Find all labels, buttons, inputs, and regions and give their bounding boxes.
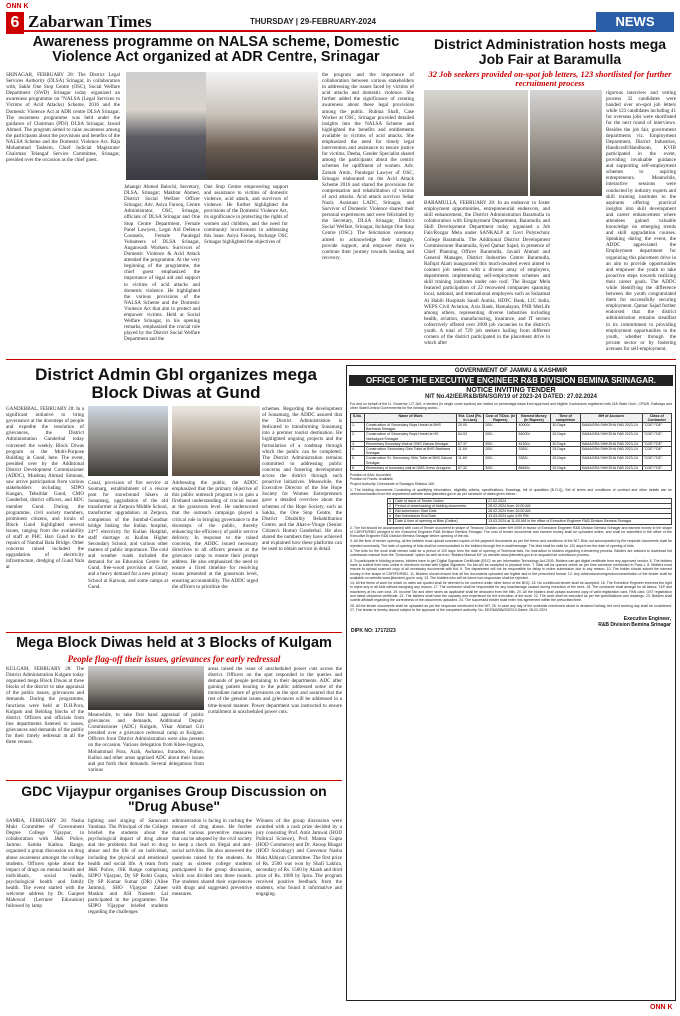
notice-para7: 25. All the tender documents shall be uploaded as per the sequence mentioned in the NIT. 26. In case any day of the schedule mentioned above is declared holiday, the next working day shall be considered. 27. The tender is hereby issued subject to the approval of the competent authority. No. EE/R&B/BN/SGR/19 Dated: 28-02-2024 xyxy=(350,603,672,612)
notice-para5: 5. To participate in bidding process, bidders have to get 'Digital Signature Certificate (DSC)' as per Information Technology Act-2000. Bidders can get digital certificate from any approved vendor. 6. The bidders have to submit their bids online in electronic format with Digital Signature. No bid will be accepted in physical form. 7. Bids will be opened online as per time schedule mentioned in Para-1. 8. Bidders must ensure to upload scanned copy of all necessary documents with bid. 9. The department will not be responsible for delay in online submission due to any reason. 10. The bidder should submit the earnest money in the shape of CDR/FDR/BG. 11. Bidders should ensure that all the documents uploaded are legible and in the prescribed format. 12. Any addendum/corrigendum/cancellation of the tender shall be available on website www.jktenders.gov.in only. 13. The bidders who will be found non-responsive shall be rejected. xyxy=(350,558,672,580)
story2-photo-left xyxy=(424,90,528,196)
notice-dipk: DIPK NO: 17172/23 xyxy=(351,628,396,635)
story3-col2: Canal, provision of fire service at Soumarg, establishment of a rescue post for snowbound hikers at Sonamarg, upgradation of the old transformer at Zerpora Middle School, transformer upgradation at Zerpora, completion of the Sumbal-Gundnar bridge linking the Indian hospital, 24*7 electricity for Kullan Hospital, staff shortage at Kullan Higher Secondary School, and various other matters of public importance. The cold and weather roads included the demand for an Education Centre for Gund, free-wood provision at Gund, and a heavy demand for a new primary School at Karwan, and some camps at Gund. xyxy=(88,480,168,590)
schedule-row xyxy=(388,519,672,524)
works-table-cell: "CDE"/"DE" xyxy=(642,447,671,456)
notice-govt: GOVERNMENT OF JAMMU & KASHMIR xyxy=(454,368,568,374)
masthead-logo-small: ONN K xyxy=(6,3,29,10)
works-table-cell: 1. xyxy=(351,423,365,432)
works-table-cell: 200/- xyxy=(484,423,517,432)
works-table-cell: Construction Secondary Girls Toilet at BHS Barthana Srinagar. xyxy=(365,447,457,456)
works-table-cell: 300/- xyxy=(484,441,517,446)
schedule-cell: 2 xyxy=(388,503,394,508)
schedule-cell: 1 xyxy=(388,498,394,503)
col-name: Name of Work xyxy=(365,413,457,422)
works-table-cell: 86645/- xyxy=(517,465,551,470)
schedule-cell: Date & time of opening of Bids (Online) xyxy=(394,519,487,524)
story4-photo xyxy=(88,666,204,710)
story4-col1: KULGAM, FEBRUARY 28: The District Administration Kulgam today organised mega Block Diwas at three blocks of the district to take appraisal of the public issues, grievances and demands. During the programme, functions were held at D.H.Pora, Kulgam and Behibag blocks of the district. Officers and officials from line departments listened to issues, grievances and demands of the public for their timely redressal at all the three venues. xyxy=(6,666,84,746)
story3-headline: District Admin Gbl organizes mega Block Diwas at Gund xyxy=(35,365,317,402)
notice-nit-no: NIT No.42/EE/R&B/BN/SGR/19 of 2023-24 DATED: 27.02.2024 xyxy=(425,394,597,400)
story2-col1: BARAMULLA, FEBRUARY 28: In an endeavor to foster employment opportunities, entrepreneurial endeavors, and skill enhancement, the District Administration Baramulla in collaboration with Employment Department, Baramulla and Skill Development Department today organised a Job Fair/Rozgar Mela under SANKALP at Govt Polytechnic College Baramulla. The Additional District Development Commissioner Baramulla, Syed Qamar Sajad, in presence of Chief Planning Officer Baramulla, Javaid Ahmad and General Manager, District Industries Centre Baramulla, Rafiqat Alam inaugurated this much-awaited event aimed to connect job seekers with a diverse array of employers, departments implementing self-employment schemes and skill training institutes under one roof. The Rozgar Mela featured participation of 22 renowned companies spanning local, national, and international employers such as Sulzamat Al Habib Hospitals Saudi Arabia, HDFC Bank, LIC India, WEPS Civil Aviation, Axis Bank, Hamalayan, PNB MetLife among others, representing diverse industries including health, aviation, manufacturing, insurance, and IT sectors collectively offered over 2000 job vacancies to the district's youth. A total of 729 job seekers hailing from different corners of the district participated in the placement drive in which after xyxy=(424,200,550,347)
works-table-cell: 67.32 xyxy=(457,465,484,470)
works-table-cell: SAMAGRA SHIKSHA FAB 2023-24 xyxy=(580,441,642,446)
works-table-cell: Construction Sr. Secondary Girls Toilet at BHS Zakura Srinagar. xyxy=(365,456,457,465)
works-table-cell: 40000/- xyxy=(517,423,551,432)
story1-col2: Jahangir Ahmed Balochi, Secretary, DLSA, Srinagar; Makhtar Ahmed, District Social Welfare Officer Srinagar; Adv. Asiya Farooq, Centre Administrator, OSC, Srinagar, officials of DLSA Srinagar and One Stop Centre Department, Female Panel Lawyers, Legal Aid Defence Counsels, Female Paralegal Volunteers of DLSA Srinagar, Anganwadi Workers. Survivors of Domestic Violence & Acid Attack attended the programme. At the very beginning of the programme, the chief guest emphasized the importance of legal aid and support to victims of acid attacks and domestic violence. He highlighted the various provisions of the NALSA Scheme and the Domestic Violence Act that aim to protect and empower victims. Held at Social Welfare Srinagar, in his opening remarks, emphasized the crucial role played by the District Social Welfare Department and the xyxy=(124,184,200,343)
story1-photo-main xyxy=(206,72,318,180)
story1-col4: One Stop Centre empowering support and assistance to victims of domestic violence, acid attack, and survivors of violence. He further highlighted the provisions of the Domestic Violence Act, its significance in protecting the rights of women and children, and the need for community involvement in addressing this issue. Asiya Farooq, Incharge OSC Srinagar highlighted the objectives of xyxy=(204,184,288,245)
story2-col2-b xyxy=(554,200,602,354)
story1-col1: SRINAGAR, FEBRUARY 28: The District Legal Services Authority (DLSA) Srinagar, in collaboration with, Sakhi One Stop Centre (OSC), Social Welfare Department (SWD) Srinagar today organized an awareness programme on "NALSA (Legal Services to Victims of Acid Attacks) Scheme, 2016 and the Domestic Violence Act at ADR centre DLSA Srinagar. The awareness programme was held under the guidance of Chairman (PDJ) DLSA Srinagar, Jawad Ahmed. The program aimed to raise awareness among the participants about the provisions and benefits of the NALSA Scheme and the Domestic Violence Act. Raja Mohammad Tasleem, Chief Judicial Magistrate/ Chairman Telangaf Service Committee, Srinagar, presided over the occasion as the chief guest. xyxy=(6,72,120,164)
col-time: Time of completion xyxy=(551,413,580,422)
works-table-cell: 30 Days xyxy=(551,423,580,432)
schedule-cell: 28.02.2024 from 10:00 AM xyxy=(487,508,672,513)
works-table-cell: SAMAGRA SHIKSHA FAB 2023-24 xyxy=(580,456,642,465)
works-table-cell: 25 Days xyxy=(551,447,580,456)
works-table-cell: 3383/- xyxy=(517,447,551,456)
divider-top xyxy=(6,359,676,360)
schedule-cell: Bid submission Start Date xyxy=(394,508,487,513)
works-table-cell: SAMAGRA SHIKSHA FAB 2023-24 xyxy=(580,423,642,432)
schedule-table xyxy=(387,498,672,525)
notice-title: NOTICE INVITING TENDER xyxy=(466,387,556,394)
story2-headline: District Administration hosts mega Job Fair at Baramulla xyxy=(433,36,667,67)
schedule-cell: Bid Submission End Date xyxy=(394,514,487,519)
story3-col3: Addressing the public, the ADDC emphasized that the primary objective of this public outreach program is to gain a firsthand understanding of crucial issues at the grassroots level. He underscored that the outreach campaign played a critical role in bringing governance to the doorsteps of the public, thereby enhancing the efficiency of public service delivery. In response to the raised concerns, the ADDC issued necessary directives to all officers present at the grievance camp to ensure their prompt address. He also emphasized the need to ensure a fixed timeline for resolving issues presented at the grassroots level, ensuring accountability. The ADDC urged the officers to prioritize the xyxy=(172,480,258,590)
works-table-row xyxy=(351,432,672,441)
notice-intro: For and on behalf of the Lt. Governor, UT J&K, e-tenders (in single cover system) are invited on percentage basis from approved and eligible Contractors registered with J&K State Govt., CPWD, Railways and other State/Central Governments for the following works:- xyxy=(350,402,672,411)
works-table-cell: "CDE"/"DE" xyxy=(642,465,671,470)
divider-mid xyxy=(6,632,342,633)
works-table-cell: SAMAGRA SHIKSHA FAB 2023-24 xyxy=(580,447,642,456)
works-table-cell: 67.37 xyxy=(457,441,484,446)
schedule-cell: 28.02.2024 from 10:00 AM xyxy=(487,503,672,508)
works-table-cell: 4. xyxy=(351,447,365,456)
works-table-cell: Construction of Secondary Boys Hostel at HS Narbalguni Srinagar. xyxy=(365,432,457,441)
story4-col2: Meanwhile, to take first hand appraisal of public grievances and demands, Additional Deputy Commissioner (ADC) Kulgam, Vikar Ahmad Giri presided over a grievance redressal camp at Kulgam. Officers from District Administration were also present on the occasion. Various delegation from Khee-Jogpora, Mohammad Pora, Arah, Awhatoo, Iraradoo, Palloo, Kalloo and other areas apprised ADC about their issues and put forth their demands. Several delegations from various xyxy=(88,712,204,773)
story4-col3: areas raised the issue of unscheduled power cuts across the district. Officers on the spot responded to the queries and demands of people pertaining to their departments. ADC after gaining patient hearing to the public addressed some of the immediate nature of grievances on the spot and assured that the rest of the genuine issues and grievances will be addressed in a time-bound manner. Power department was instructed to ensure curtailment in unscheduled power cuts. xyxy=(208,666,342,715)
schedule-cell: 4 xyxy=(388,514,394,519)
works-table xyxy=(350,413,672,471)
schedule-cell: 13.03.2024 upto 4:00 PM xyxy=(487,514,672,519)
notice-signature-1: Executive Engineer, xyxy=(623,616,671,623)
works-table-cell: SAMAGRA SHIKSHA FAB 2023-24 xyxy=(580,465,642,470)
works-table-cell: "CDE"/"DE" xyxy=(642,432,671,441)
story4-subheading: People flag-off their issues, grievances for early redressal xyxy=(67,654,281,664)
schedule-cell: 3 xyxy=(388,508,394,513)
works-table-cell: 20.00 xyxy=(457,423,484,432)
divider-lower xyxy=(6,780,342,781)
works-table-cell: 200/- xyxy=(484,432,517,441)
footer-logo: ONN K xyxy=(650,1004,673,1011)
story5-col3: administration is facing in curbing the menace of drug abuse. He further shared various preventive measures that can be adopted by the civil society to keep a check on illegal and anti-social activities. He also answered the questions raised by the students. As many as sixteen college students participated in the group discussion, which was divided into three rounds. The students shared their experiences with drugs and suggested preventive measures. xyxy=(172,818,252,898)
notice-para3: 3. All the time of tender opening, all the bidders must upload scanned copies of the payment documents as per the terms and conditions of the NIT. Bids not accompanied by the requisite documents shall be rejected summarily. The date of opening of bids shall be communicated to the bidders through the e-mail/message. The bids shall be valid for 120 days from the date of opening of bids. xyxy=(350,539,672,548)
col-mh: MH of Account xyxy=(580,413,642,422)
works-table-cell: 3383/- xyxy=(517,456,551,465)
works-table-cell: 64000/- xyxy=(517,432,551,441)
story5-col1: SAMBA, FEBRUARY 28: Nasha Mukt Committee of Government Degree College Vijaypur, in collaboration with J&K Police, Jammu Samba Kathua Range, organized a group discussion on drug abuse awareness amongst the college students. Officers spoke about the impact of drugs on mental health and individuals, social health, psychological health and family health. The event started with the welcome address by Dr. Ganjeet Mahowal (Lecturer Education) followed by lamp xyxy=(6,818,84,910)
works-table-cell: 30 Days xyxy=(551,465,580,470)
works-table-cell: Construction of Secondary Boys Hostel at BHS Barthana Srinagar. xyxy=(365,423,457,432)
works-table-cell: 30 Days xyxy=(551,432,580,441)
works-table-cell: 6. xyxy=(351,465,365,470)
works-table-row xyxy=(351,456,672,465)
works-table-cell: SAMAGRA SHIKSHA FAB 2023-24 xyxy=(580,432,642,441)
works-table-header xyxy=(351,413,672,422)
works-table-cell: 3. xyxy=(351,441,365,446)
story1-photo-banner xyxy=(126,72,206,180)
notice-position: Position of AAA: Accorded Position of Funds: Available Project Authority: Directorate of Samagra Shiksha J&K. xyxy=(350,473,436,486)
works-table-cell: Elementary Boundary Wall at GMS Zakura Srinagar. xyxy=(365,441,457,446)
story4-headline: Mega Block Diwas held at 3 Blocks of Kulgam xyxy=(16,635,332,651)
col-tdoc: Cost of T/Doc. (In Rupees) xyxy=(485,413,516,422)
notice-para4: 4. The bids for the work shall remain valid for a period of 120 days from the date of opening of Technical bids. No Instruction to bidders regarding e-tendering process. Bidders are advised to download bid submission manual from the "Downloads" option as well as from "Bidders Manual Kit" on website www.jktenders.gov.in to acquaint bid submission process. xyxy=(350,549,672,558)
schedule-cell: 5 xyxy=(388,519,394,524)
story2-photo-right xyxy=(530,90,602,196)
works-table-cell: "CDE"/"DE" xyxy=(642,456,671,465)
story5-headline: GDC Vijaypur organises Group Discussion on "Drug Abuse" xyxy=(21,783,327,814)
notice-office: OFFICE OF THE EXECUTIVE ENGINEER R&B DIVISION BEMINA SRINAGAR. xyxy=(349,375,673,386)
story2-subheading: 32 Job seekers provided on-spot job letters, 123 shortlisted for further recruitment process xyxy=(428,69,672,88)
paper-name: Zabarwan Times xyxy=(28,12,152,31)
works-table-cell: 11.69 xyxy=(457,447,484,456)
story5-col4: Winners of the group discussion were awarded with a cash prize decided by a jury consisting Prof. Amit Jamwal (HOD Political Science), Prof. Mamta Gupta (HOD Commerce) and Dr. Anoop Bhagat (HOD Sociology) and Convenor Nasha Mukt Abhiyan Committee. The first prize of Rs. 2500 was won by Shafi Lakhra, secondary of Rs. 1500 by Akash and third prize of Rs. 1000 by Ipira. The program received positive feedback from the students, who found it informative and engaging. xyxy=(256,818,342,898)
works-table-cell: 81300/- xyxy=(517,441,551,446)
works-table-row xyxy=(351,465,672,470)
schedule-cell: 13.03.2024 at 11:00 AM in the office of Executive Engineer R&B Division Bemina Srinagar. xyxy=(487,519,672,524)
works-table-cell: Elementary of boundary wall at GMS Grevu Anugund xyxy=(365,465,457,470)
works-table-cell: 200/- xyxy=(484,447,517,456)
notice-signature-2: R&B Division Bemina Srinagar xyxy=(598,622,671,629)
works-table-cell: 64.53 xyxy=(457,432,484,441)
col-earnest: Earnest Money (In Rupees) xyxy=(517,413,551,422)
story5-col2: lighting and singing of Saraswati Vandana. The Principal of the College briefed the students about the psychological impact of drug abuse and the problems that lead to drug abuse and the life of an individual, including the physical and emotional health and social life. A team from J&K Police, JSK Range comprising SDPO Vijaypur, Dy SP Rohit Gupta, Dy SP Kumar Sumar (DR) (Ailee Jammu), SHO Vijaypur Zaheer Maskin and ASI Nazeem Lal participated in the programme. The SDPO Vijaypur briefed students regarding the challenges xyxy=(88,818,168,916)
page-number: 6 xyxy=(6,12,24,34)
col-class: Class of Contractor xyxy=(642,413,671,422)
works-table-row xyxy=(351,447,672,456)
story3-col1: GANDERBAL, FEBRUARY 28: In a significant initiative to bring governance at the doorsteps of people and expedite the resolution of grievances, the District Administration Ganderbal today convened the weekly Block Diwas program at the Multi-Purpose Building in Gund, here. The event, presided over by the Additional District Development Commissioner (ADDC), Mushtaq Ahmad Simnani, saw active participation from various stakeholders including SDPO Kangan, Tehsildar Gund, CMO Ganderbal, district officers, and BDC member Gund. During the programme, civil society members, prominent citizens, and locals of Block Gund highlighted several issues, ranging from the availability of staff at PHC Hari Gund to the repairs of Nambal Bala Bridge. Other concerns raised included the upgradation of electricity infrastructure, dredging of Gund Nala at xyxy=(6,406,84,571)
works-table-cell: 5. xyxy=(351,456,365,465)
works-table-cell: 25 Days xyxy=(551,456,580,465)
schedule-cell: Period of downloading of bidding documents xyxy=(394,503,487,508)
story3-photo-right xyxy=(172,406,260,476)
story1-col3-b: the program and the importance of collaboration between various stakeholders in addressing the issues faced by victims of acid attacks and domestic violence. She further added the significance of creating awareness about these legal provisions among the public. Rubina Shafi, Case Worker at OSC, Srinagar provided detailed insights into the NALSA Scheme and highlighted the benefits and entitlements available to victims of acid attacks. She emphasized the need for timely legal intervention and assistance to ensure justice for victims. Deeba, Gender Specialist shared among the participants about the centric schemes for upliftment of women. Adv. Zainab Amin, Paralegal Lawyer of OSC, Srinagar elaborated on the Acid Attack Scheme 2016 and shared the provisions for compensation and rehabilitation of victims of acid attacks. Acid attack survivor Sehar Nazir, Assistant LADC, Srinagar, and Survivor of Domestic Violence shared their personal experiences and were felicitated by the Secretary, DLSA Srinagar, District Social Welfare, Srinagar, Incharge One Stop Centre (OSC). The felicitation ceremony aimed to acknowledge their struggle, provide support, and empower them to continue their journey towards healing and recovery. xyxy=(322,72,414,261)
works-table-cell: 300/- xyxy=(484,465,517,470)
story3-photo-left xyxy=(88,406,168,476)
col-est: Est. Cost (Rs. in Lacs) xyxy=(458,413,482,422)
schedule-cell: Date of Issue of Tender Notice xyxy=(394,498,487,503)
works-table-cell: 11.69 xyxy=(457,456,484,465)
story3-col4: schemes. Regarding the development of Sonamarg, the ADDC assured that the District Administration is dedicated to transforming Sonamarg into a premier tourist destination. He highlighted ongoing projects and the formulation of a roadmap through which the public can be completed. The District Administration remains committed to addressing public concerns and fostering development across the district through such proactive initiatives. Meanwhile, the Executive Director of the She Hope Society for Women Entrepreneurs gave a detailed overview about the schemes of the Hope Society, such as Sakha, the One Stop Centre, the District Disability Rehabilitation Centre, and the Ahat-e-Virage (Senior Citizen's Home) Ganderbal. He also shared the numbers they have achieved and explained how these platforms can be used to obtain service in detail. xyxy=(262,406,342,553)
story1-headline: Awareness programme on NALSA scheme, Domestic Violence Act organized at ADR Centre, Srinagar xyxy=(32,34,400,66)
works-table-row xyxy=(351,423,672,432)
works-table-cell: 200/- xyxy=(484,456,517,465)
schedule-cell: 27.02.2024 xyxy=(487,498,672,503)
col-sno: S.No. xyxy=(351,413,365,422)
notice-para6: 14. All the items of work for which no rates are quoted shall be deemed to be covered under other items of the BOQ. 15. No conditional tender shall be accepted. 16. The Executive Engineer reserves the right to reject any or all bids without assigning any reason. 17. The contractor shall be responsible for any loss/damage caused during execution of the work. 18. The contractor shall arrange for all labour, T&P and machinery at his own cost. 19. Income Tax and other taxes as applicable shall be deducted from the bills. 20. All the bidders shall upload scanned copy of valid registration card, PAN card, GST registration and latest clearance certificate. 21. The bidders shall have the capacity and experience for the execution of the work. 22. The work shall be executed as per the specifications and drawings. 23. Bidders shall submit affidavit regarding the correctness of the documents uploaded. 24. The successful bidder shall enter into agreement within the prescribed time. xyxy=(350,581,672,603)
issue-date: THURSDAY | 29-FEBRUARY-2024 xyxy=(250,17,376,26)
notice-para1: 1. The bidding documents Consisting of qualifying information, eligibility criteria, specifications, Drawings, bill of quantities (B.O.Q), Set of terms and conditions of contract and other details can be seen/downloaded from the department website www.jktenders.gov.in as per schedule of dates given below:- xyxy=(350,487,672,497)
works-table-cell: "CDE"/"DE" xyxy=(642,423,671,432)
section-tag: NEWS xyxy=(596,12,674,32)
works-table-cell: 2. xyxy=(351,432,365,441)
works-table-cell: "CDE"/"DE" xyxy=(642,441,671,446)
story2-col2: rigorous interview and vetting process 32 candidates were handed over on-spot job letters while 123 candidates including 41 for overseas jobs were shortlisted for the next round of interviews. Besides the job fair, government departments viz. Employment Department, District Industries, Handicraft/Handloom, KVIB participated in the event, providing invaluable guidance and supporting self-employment schemes to aspiring entrepreneurs. Meanwhile, interactive sessions were conducted by industry experts and skill training institutes to the aspirants offering practical insights into skill development and career enhancement where attendees gained valuable knowledge on emerging trends and skill upgradation courses. Speaking during the event, the ADDC appreciated the Employment department for organizing this placement drive in an aim to provide opportunities and empower the youth to take proactive steps towards realizing their career goals. The ADDC while identifying the difference between the youth congratulated them for successfully securing employment. Qamar Sajad further endorsed that the district administration remains steadfast in its commitment to providing employment opportunities to the youth, whether through the private sector or by fostering avenues for self-employment. xyxy=(606,90,676,352)
notice-para2: 2. The bid should be accompanied with cost of Tender document in shape of Treasury Challan under MH 0059 in favour of Executive Engineer R&B Division Bemina Srinagar and earnest money in the shape of CDR/FDR/BG pledged to the Executive Engineer R&B Division Bemina Srinagar. The cost of tender documents and earnest money shall be uploaded online, and shall be submitted in the office of the Executive Engineer R&B Division Bemina Srinagar before opening of the bid. xyxy=(350,525,672,539)
works-table-cell: 30 Days xyxy=(551,441,580,446)
tender-notice xyxy=(346,365,676,1001)
